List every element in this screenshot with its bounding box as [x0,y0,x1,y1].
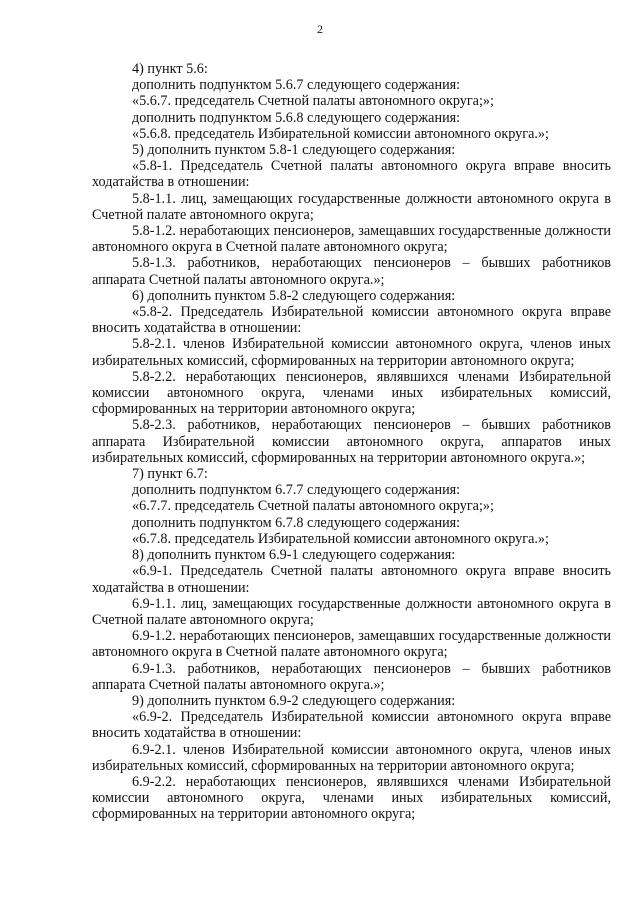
paragraph-5-8-2-3: 5.8-2.3. работников, неработающих пенсионеров – бывших работников аппарата Избирательной комиссии автономного округа, аппаратов иных избирательных комиссий, сформированных на территории автономного округа.»; [92,417,611,466]
paragraph-amendment-6: 6) дополнить пунктом 5.8-2 следующего содержания: [132,287,456,304]
paragraph-quote-5-8-2: «5.8-2. Председатель Избирательной комиссии автономного округа вправе вносить ходатайства в отношении: [92,304,611,337]
paragraph-quote-5-8-1: «5.8-1. Председатель Счетной палаты автономного округа вправе вносить ходатайства в отношении: [92,158,611,191]
paragraph-5-8-1-1: 5.8-1.1. лиц, замещающих государственные должности автономного округа в Счетной палате автономного округа; [92,190,611,223]
paragraph-6-9-1-3: 6.9-1.3. работников, неработающих пенсионеров – бывших работников аппарата Счетной палаты автономного округа.»; [92,660,611,693]
paragraph-supplement-6-7-8: дополнить подпунктом 6.7.8 следующего содержания: [132,514,461,531]
paragraph-amendment-7: 7) пункт 6.7: [132,466,208,483]
paragraph-5-8-1-3: 5.8-1.3. работников, неработающих пенсионеров – бывших работников аппарата Счетной палаты автономного округа.»; [92,255,611,288]
paragraph-quote-6-9-1: «6.9-1. Председатель Счетной палаты автономного округа вправе вносить ходатайства в отношении: [92,563,611,596]
document-body [92,61,611,823]
paragraph-supplement-5-6-7: дополнить подпунктом 5.6.7 следующего содержания: [132,77,461,94]
paragraph-5-8-2-2: 5.8-2.2. неработающих пенсионеров, являвшихся членами Избирательной комиссии автономного округа, членами иных избирательных комиссий, сформированных на территории автономного округа; [92,368,611,418]
paragraph-6-9-2-2: 6.9-2.2. неработающих пенсионеров, являвшихся членами Избирательной комиссии автономного округа, членами иных избирательных комиссий, сформированных на территории автономного округа; [92,773,611,823]
paragraph-supplement-6-7-7: дополнить подпунктом 6.7.7 следующего содержания: [132,482,461,499]
paragraph-6-9-2-1: 6.9-2.1. членов Избирательной комиссии автономного округа, членов иных избирательных комиссий, сформированных на территории автономного округа; [92,741,611,774]
paragraph-amendment-9: 9) дополнить пунктом 6.9-2 следующего содержания: [132,692,456,709]
paragraph-6-9-1-2: 6.9-1.2. неработающих пенсионеров, замещавших государственные должности автономного округа в Счетной палате автономного округа; [92,628,611,661]
paragraph-supplement-5-6-8: дополнить подпунктом 5.6.8 следующего содержания: [132,109,461,126]
paragraph-amendment-5: 5) дополнить пунктом 5.8-1 следующего содержания: [132,142,456,159]
paragraph-amendment-4: 4) пункт 5.6: [132,61,208,77]
paragraph-5-8-2-1: 5.8-2.1. членов Избирательной комиссии автономного округа, членов иных избирательных комиссий, сформированных на территории автономного округа; [92,336,611,369]
paragraph-5-8-1-2: 5.8-1.2. неработающих пенсионеров, замещавших государственные должности автономного округа в Счетной палате автономного округа; [92,223,611,256]
paragraph-6-9-1-1: 6.9-1.1. лиц, замещающих государственные должности автономного округа в Счетной палате автономного округа; [92,595,611,628]
paragraph-quote-6-7-8: «6.7.8. председатель Избирательной комиссии автономного округа.»; [132,530,549,547]
paragraph-amendment-8: 8) дополнить пунктом 6.9-1 следующего содержания: [132,547,456,564]
page-number: 2 [317,22,323,36]
paragraph-quote-6-7-7: «6.7.7. председатель Счетной палаты автономного округа;»; [132,498,494,515]
paragraph-quote-5-6-8: «5.6.8. председатель Избирательной комиссии автономного округа.»; [132,125,549,142]
paragraph-quote-6-9-2: «6.9-2. Председатель Избирательной комиссии автономного округа вправе вносить ходатайства в отношении: [92,709,611,742]
paragraph-quote-5-6-7: «5.6.7. председатель Счетной палаты автономного округа;»; [132,93,494,110]
